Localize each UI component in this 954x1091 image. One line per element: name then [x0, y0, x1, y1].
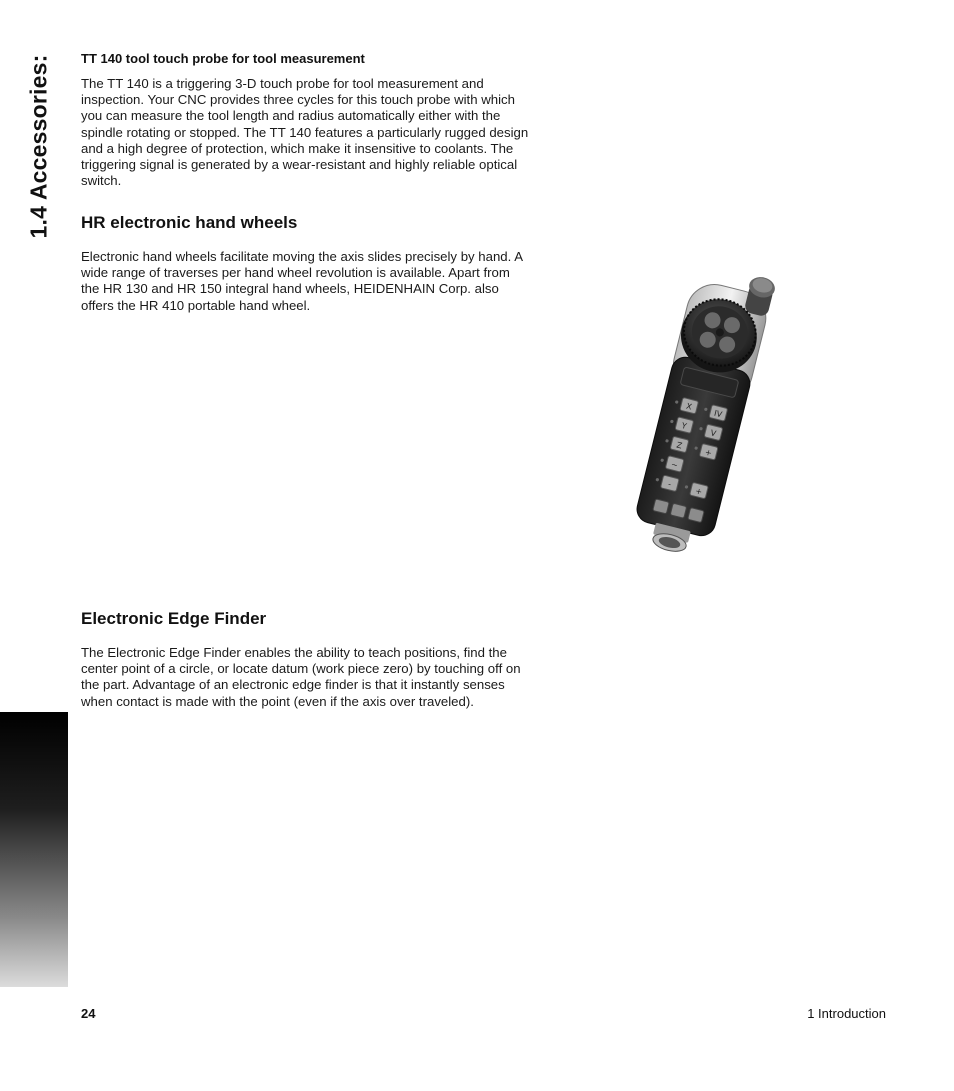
handwheel-key-label: V [709, 428, 717, 439]
edge-finder-paragraph: The Electronic Edge Finder enables the ability to teach positions, find the center point of a circle, or locate datum (work piece zero) by touching off on the part. Advantage of an electronic edge finder is that it instantly senses when contact is made with the point (even if the axis over traveled). [81, 645, 521, 709]
hr410-handwheel-photo [600, 262, 800, 552]
chapter-thumb-tab [0, 712, 68, 987]
handwheel-key-label: IV [713, 408, 723, 420]
handwheel-paragraph: Electronic hand wheels facilitate moving the axis slides precisely by hand. A wide range of traverses per hand wheel revolution is available. Apart from the HR 130 and HR 150 integral hand wheels, HEIDENHAIN Corp. also offers the HR 410 portable hand wheel. [81, 249, 523, 313]
chapter-side-title [24, 46, 54, 246]
page-number: 24 [81, 1006, 96, 1021]
handwheel-key-label: Z [675, 440, 684, 451]
chapter-name: 1 Introduction [807, 1006, 886, 1021]
edge-finder-heading: Electronic Edge Finder [81, 609, 267, 628]
chapter-side-title-text: 1.4 Accessories: [25, 54, 52, 238]
tt140-paragraph: The TT 140 is a triggering 3-D touch probe for tool measurement and inspection. Your CNC provides three cycles for this touch probe with which you can measure the tool length and radius automatically either with the spindle rotating or stopped. The TT 140 features a particularly rugged design and a high degree of protection, which make it insensitive to coolants. The triggering signal is generated by a wear-resistant and highly reliable optical switch. [81, 76, 529, 189]
handwheel-key-label: + [704, 447, 713, 458]
handwheel-key-label: X [685, 401, 693, 412]
handwheel-key-label: - [667, 479, 673, 490]
handwheel-heading: HR electronic hand wheels [81, 213, 298, 232]
handwheel-key-label: Y [680, 421, 688, 432]
tt140-heading: TT 140 tool touch probe for tool measurement [81, 51, 365, 66]
handwheel-key-label: + [694, 486, 704, 497]
handwheel-key-label: ~ [670, 459, 679, 471]
